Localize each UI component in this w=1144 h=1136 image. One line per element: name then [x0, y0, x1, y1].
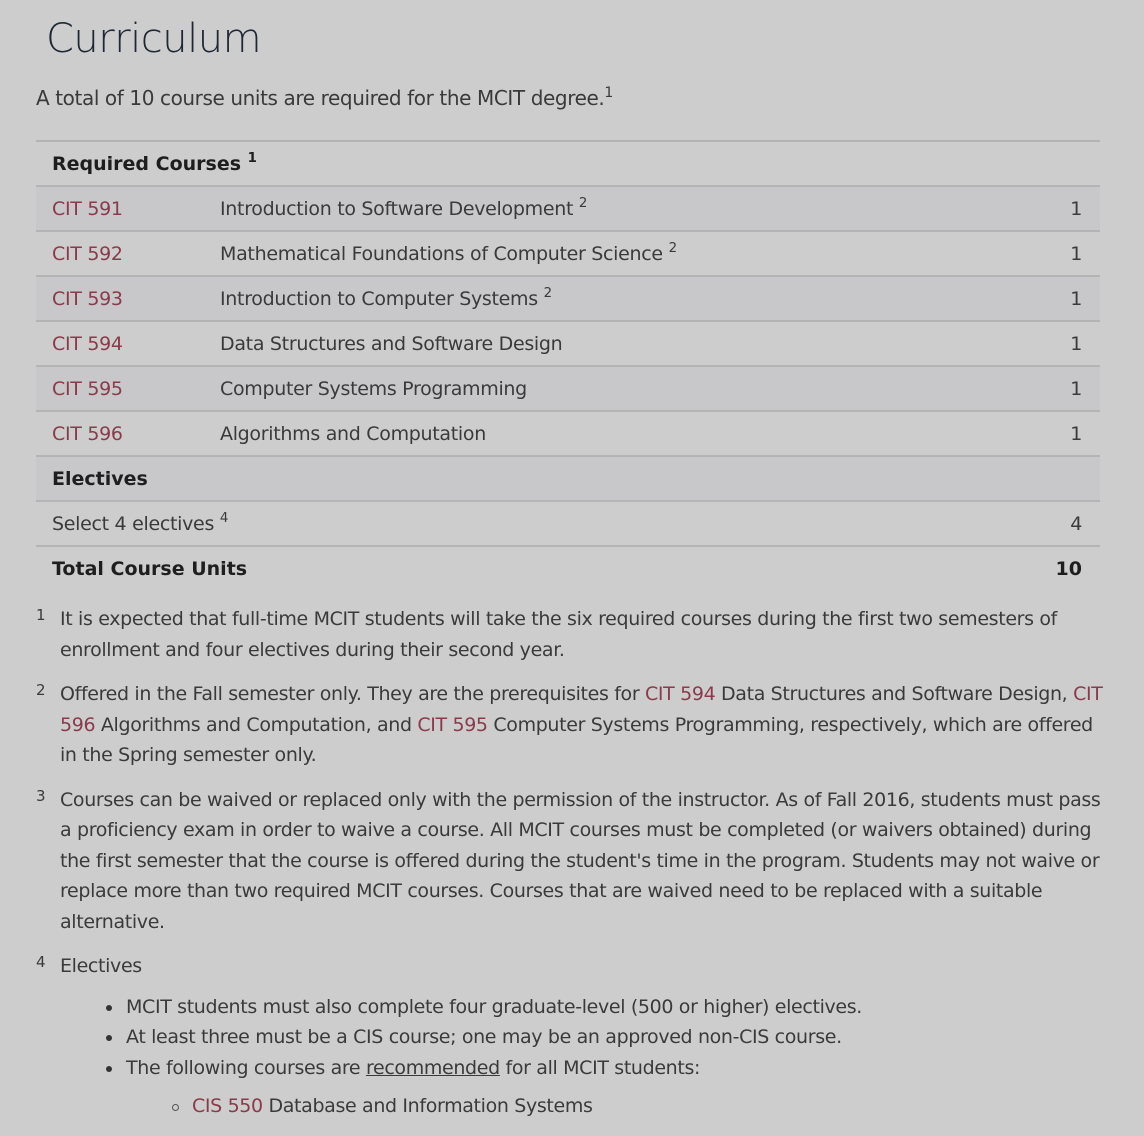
course-link-cit594[interactable]: CIT 594 [644, 683, 716, 705]
course-units: 1 [1070, 422, 1082, 445]
footnote-number: 2 [36, 681, 46, 699]
course-units: 1 [1070, 332, 1082, 355]
required-courses-header-row [36, 141, 1100, 186]
course-link-cit595[interactable]: CIT 595 [417, 713, 488, 736]
total-row [36, 546, 1100, 590]
course-name: Mathematical Foundations of Computer Science $^2$ [220, 241, 677, 265]
footnote-number: 1 [36, 606, 46, 624]
course-name: Data Structures and Software Design [220, 332, 563, 355]
intro-footnote-ref[interactable]: 1 [604, 85, 613, 102]
course-name: Algorithms and Computation [220, 422, 486, 445]
course-code-link[interactable]: CIT 594 [52, 332, 123, 355]
bullet-item: MCIT students must also complete four graduate-level (500 or higher) electives. [126, 992, 1106, 1023]
footnote-ref[interactable]: 2 [578, 196, 588, 212]
footnote-ref[interactable]: 2 [543, 286, 552, 302]
intro-text [36, 86, 613, 110]
footnote-text: Courses can be waived or replaced only with the permission of the instructor. As of Fall 2016, students must pass a proficiency exam in order to waive a course. All MCIT courses must be completed (or waivers obtained) during the first semester that the course is offered during the student's time in the program. Students may not waive or replace more than two required MCIT courses. Courses that are waived need to be replaced with a suitable alternative. [60, 788, 1101, 933]
electives-header: Electives [36, 456, 1100, 501]
electives-label: Select 4 electives $^4$ [52, 511, 228, 535]
footnote-3 [36, 785, 1106, 938]
footnote-text: Offered in the Fall semester only. They are the prerequisites for CIT 594 Data Structures and Software Design, CIT 596 Algorithms and Computation, and CIT 595 Computer Systems Programming, respectively, which are offered in the Spring semester only. [60, 683, 1103, 766]
footnote-text [60, 951, 1106, 1122]
course-units: 1 [1070, 242, 1082, 265]
course-name: Introduction to Software Development $^2$ [204, 186, 1006, 231]
course-code-link[interactable]: CIT 593 [36, 276, 204, 321]
footnote-ref[interactable]: 2 [668, 241, 677, 257]
bullet-item: At least three must be a CIS course; one may be an approved non-CIS course. [126, 1022, 1106, 1053]
recommended-emphasis: recommended [365, 1056, 500, 1079]
electives-units: 4 [1070, 512, 1082, 535]
electives-header-row [36, 456, 1100, 501]
course-units: 1 [1006, 366, 1100, 411]
footnote-2 [36, 679, 1106, 771]
curriculum-table [36, 140, 1100, 590]
electives-note-title: Electives [60, 955, 142, 977]
intro-body: A total of 10 course units are required for the MCIT degree. [36, 86, 605, 110]
bullet-item: The following courses are recommended for all MCIT students: CIS 550 Database and Information Systems [126, 1053, 1106, 1122]
course-link-cit596[interactable]: CIT 596 [60, 683, 1103, 736]
course-units: 1 [1006, 276, 1100, 321]
electives-row [36, 501, 1100, 546]
total-units: 10 [1055, 557, 1082, 580]
required-footnote-ref[interactable]: 1 [247, 151, 257, 167]
table-row [36, 366, 1100, 411]
footnotes [36, 604, 1106, 1136]
electives-bullet-list [60, 992, 1106, 1122]
course-name: Introduction to Computer Systems $^2$ [204, 276, 1006, 321]
footnote-ref[interactable]: 4 [219, 511, 228, 527]
table-row [36, 231, 1100, 276]
table-row [36, 321, 1100, 366]
recommended-course-item: CIS 550 Database and Information Systems [192, 1091, 1106, 1122]
footnote-4 [36, 951, 1106, 1122]
recommended-course-list [126, 1091, 1106, 1122]
course-link-cis550[interactable]: CIS 550 [192, 1095, 263, 1117]
course-code-link[interactable]: CIT 595 [36, 366, 204, 411]
page-title: Curriculum [46, 16, 262, 62]
footnote-text: It is expected that full-time MCIT students will take the six required courses during the first two semesters of enrollment and four electives during their second year. [60, 608, 1057, 661]
footnote-number: 3 [36, 786, 46, 805]
total-label: Total Course Units [52, 557, 248, 580]
course-code-link[interactable]: CIT 596 [52, 422, 123, 445]
footnote-number: 4 [36, 953, 46, 971]
table-row [36, 411, 1100, 456]
course-name: Computer Systems Programming [204, 366, 1006, 411]
course-units: 1 [1006, 186, 1100, 231]
course-code-link[interactable]: CIT 591 [36, 186, 204, 231]
course-code-link[interactable]: CIT 592 [52, 242, 123, 265]
required-courses-header: Required Courses $^1$ [52, 151, 257, 175]
table-row [36, 276, 1100, 321]
footnote-1 [36, 604, 1106, 665]
table-row [36, 186, 1100, 231]
